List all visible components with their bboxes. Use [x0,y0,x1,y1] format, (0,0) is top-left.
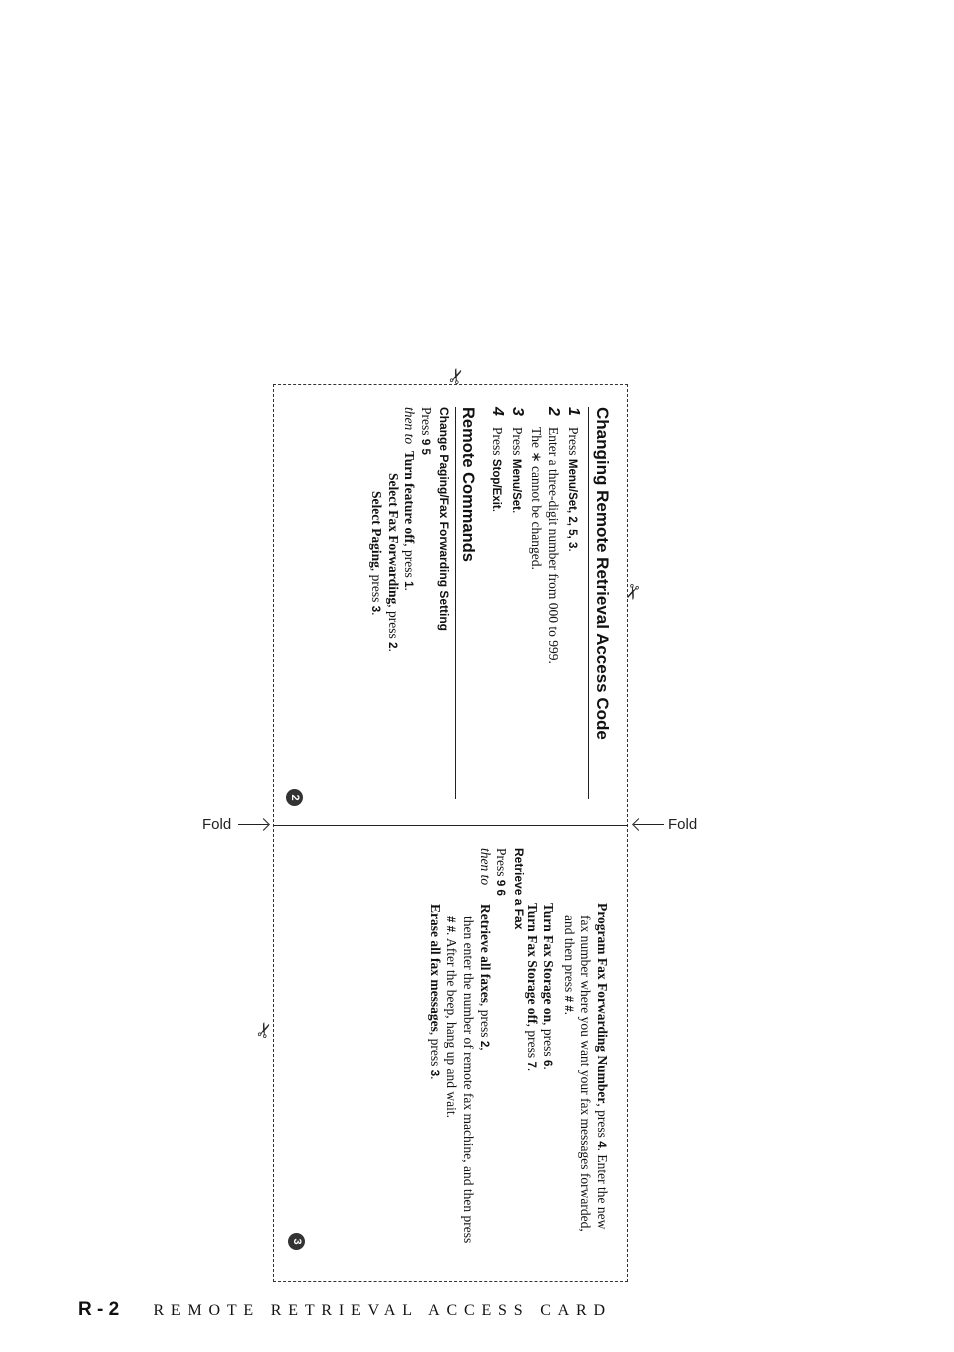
step-2-note: The ∗ cannot be changed. [528,427,544,570]
fold-arrow-left-icon [238,824,268,825]
section-title: Remote Commands [455,407,478,799]
panel-3 [426,848,528,1258]
retrieve-press-line: Press 9 6 [494,848,510,896]
retrieve-sub-title: Retrieve a Fax [512,848,526,930]
page-number: R - 2 [78,1299,120,1320]
step-2: 2 Enter a three-digit number from 000 to 999. [545,407,563,664]
step-1: 1 Press Menu/Set, 2, 5, 3. [565,407,583,552]
sub-title: Change Paging/Fax Forwarding Setting [436,407,451,632]
panel-3-top: Program Fax Forwarding Number, press 4. Enter the new fax number where you want your fax messages forwarded, and then press # #. Turn Fax Storage on, press 6. Turn Fax Storage off, press 7. [524,903,610,1232]
fold-label-left: Fold [202,816,232,833]
option-row: then to Turn feature off, press 1. Select Fax Forwarding, press 2. Select Paging, press 3. [369,407,418,652]
scissors-icon: ✂ [442,364,471,388]
step-4: 4 Press Stop/Exit. [489,407,507,513]
scissors-icon: ✂ [250,1018,279,1042]
page-badge-2: 2 [286,789,303,806]
fold-line [273,825,628,826]
page-footer [78,1299,612,1321]
retrieve-options: then to Retrieve all faxes, press 2, then enter the number of remote fax machine, and then press # #. After the beep, hang up and wait. Erase all fax messages, press 3. [427,848,493,1244]
page-badge-3: 3 [288,1233,305,1250]
scissors-icon: ✂ [618,580,647,604]
panel-2 [367,407,612,799]
fold-arrow-right-icon [634,824,664,825]
fold-label-right: Fold [668,816,698,833]
footer-title: REMOTE RETRIEVAL ACCESS CARD [153,1302,612,1319]
panel-title: Changing Remote Retrieval Access Code [588,407,612,799]
press-line: Press 9 5 [418,407,434,455]
step-3: 3 Press Menu/Set. [509,407,527,514]
